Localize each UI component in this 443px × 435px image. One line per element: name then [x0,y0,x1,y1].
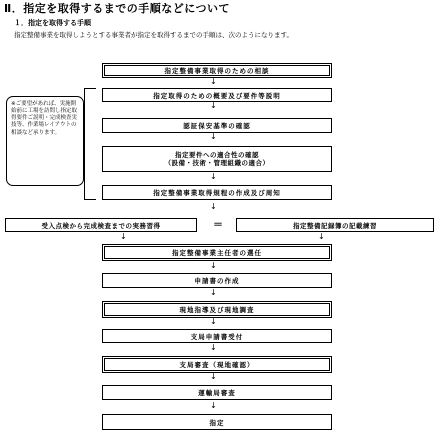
step-consultation: 指定整備事業取得のための相談 [102,63,332,78]
step-site-inspection: 現地指導及び現地調査 [102,301,332,318]
arrow-down-icon: ↓ [210,288,217,297]
intro-text: 指定整備事業を取得しようとする事業者が指定を取得するまでの手順は、次のようになります。 [14,31,293,39]
arrow-down-icon: ↓ [120,232,127,241]
step-application-creation: 申請書の作成 [102,273,332,288]
arrow-down-icon: ↓ [210,202,217,211]
arrow-down-icon: ↓ [210,343,217,352]
step-designation: 指定 [102,414,332,430]
arrow-down-icon: ↓ [210,317,217,326]
step-branch-review: 支局審査（現地確認） [102,356,332,373]
section-heading: Ⅱ．指定を取得するまでの手順などについて [4,2,231,15]
arrow-down-icon: ↓ [210,101,217,110]
step-regulation-creation: 指定整備事業取得規程の作成及び周知 [102,185,332,200]
step-practical-training: 受入点検から完成検査までの実務習得 [5,218,197,232]
arrow-down-icon: ↓ [210,172,217,181]
step-conformity-title: 指定要件への適合性の確認 [175,150,259,159]
arrow-down-icon: ↓ [210,372,217,381]
arrow-down-icon: ↓ [210,132,217,141]
equal-sign: ＝ [213,220,223,231]
step-record-practice: 指定整備記録簿の記載練習 [236,218,434,232]
subsection-heading: １．指定を取得する手順 [14,19,91,27]
step-bureau-review: 運輸局審査 [102,385,332,400]
arrow-down-icon: ↓ [318,232,325,241]
step-chief-appointment: 指定整備事業主任者の選任 [102,244,332,261]
step-conformity-detail: （設備・技術・管理組織の適合） [164,159,270,167]
arrow-down-icon: ↓ [210,77,217,86]
arrow-down-icon: ↓ [210,261,217,270]
step-explanation: 指定取得のための概要及び要件等説明 [102,88,332,102]
step-branch-reception: 支局申請書受付 [102,329,332,343]
consultation-note: ※ご要望があれば、実施開始前に工場を訪問し指定取得要件ご説明・完成検査実技等、作業場レイアウトの相談など承ります。 [6,96,84,186]
arrow-down-icon: ↓ [210,401,217,410]
step-safety-standard-check: 認証保安基準の確認 [102,118,332,133]
callout-brace [84,88,96,200]
step-conformity-check [102,146,332,172]
